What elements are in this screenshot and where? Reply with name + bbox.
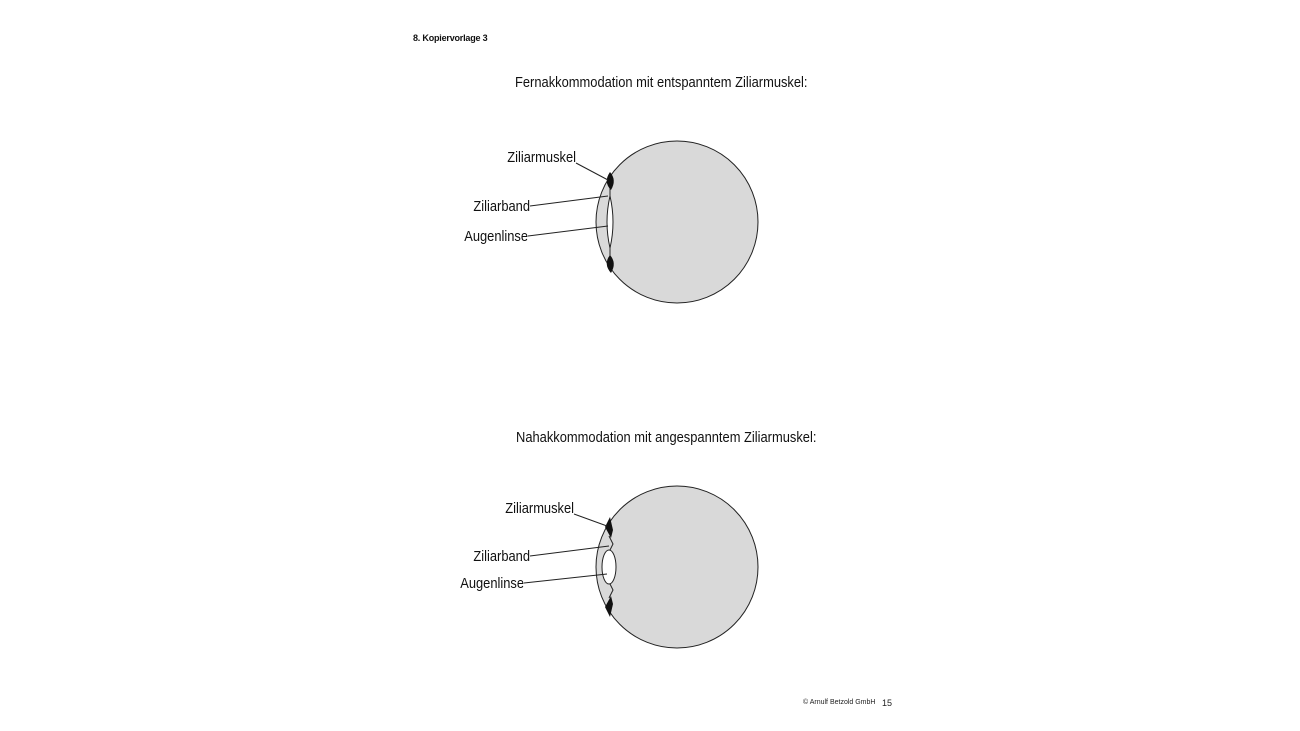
eye-diagram-far <box>464 141 758 303</box>
eyeball-near <box>596 486 758 648</box>
label-ziliarmuskel-near: Ziliarmuskel <box>505 499 574 517</box>
page-header: 8. Kopiervorlage 3 <box>413 33 488 43</box>
eyeball-far <box>596 141 758 303</box>
section-title-far: Fernakkommodation mit entspanntem Ziliarmuskel: <box>515 74 808 91</box>
label-ziliarmuskel-far: Ziliarmuskel <box>507 148 576 166</box>
label-augenlinse-far: Augenlinse <box>464 227 528 245</box>
lens-near <box>602 550 616 584</box>
page-number: 15 <box>882 698 893 708</box>
label-ziliarband-near: Ziliarband <box>473 547 530 565</box>
eye-diagram-near <box>460 486 758 648</box>
label-augenlinse-near: Augenlinse <box>460 574 524 592</box>
section-title-near: Nahakkommodation mit angespanntem Ziliarmuskel: <box>516 429 817 446</box>
footer-copyright: © Arnulf Betzold GmbH <box>803 699 876 706</box>
label-ziliarband-far: Ziliarband <box>473 197 530 215</box>
